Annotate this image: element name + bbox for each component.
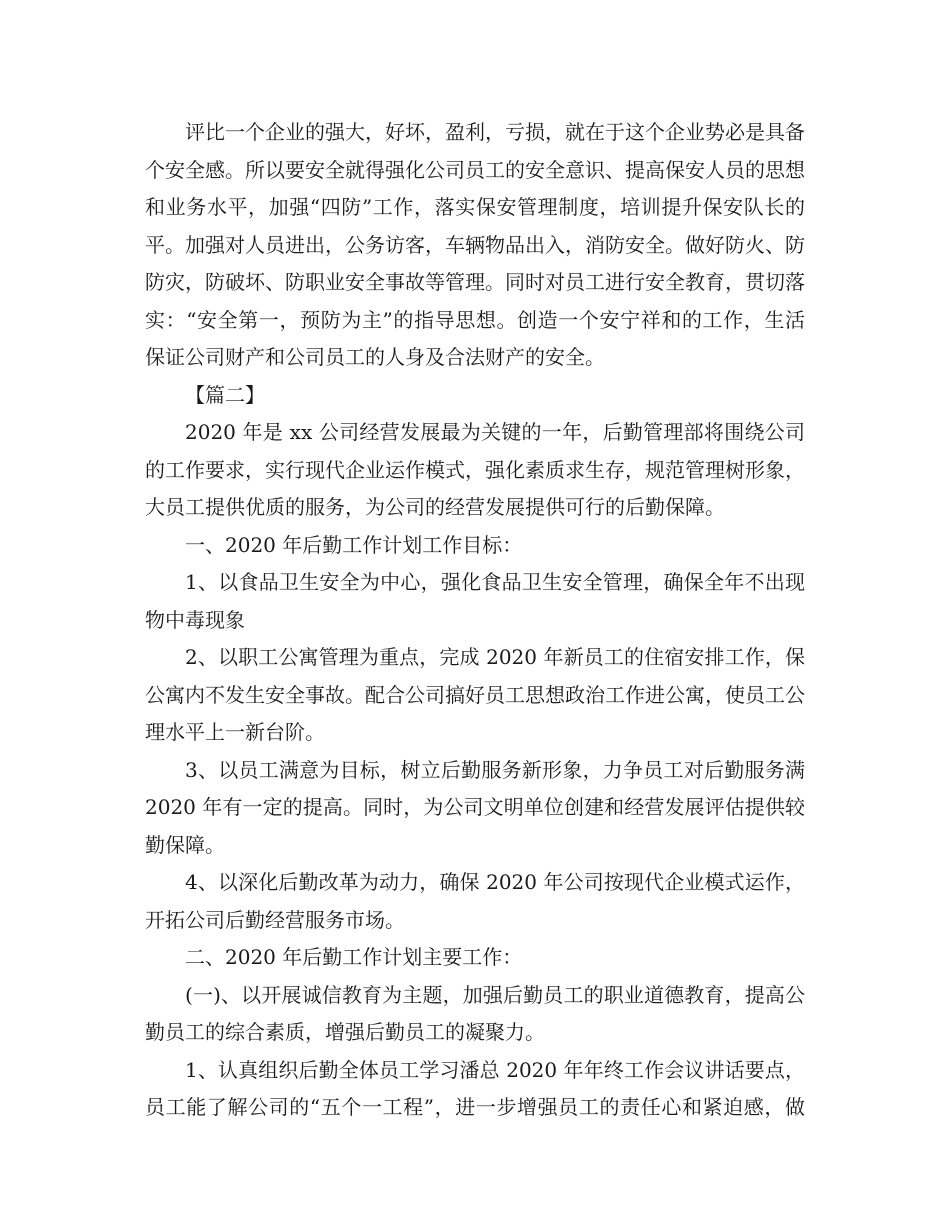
text-line: 2020 年有一定的提高。同时，为公司文明单位创建和经营发展评估提供较 — [145, 795, 805, 819]
text-line: 3、以员工满意为目标，树立后勤服务新形象，力争员工对后勤服务满 — [185, 757, 805, 782]
text-line: 勤员工的综合素质，增强后勤员工的凝聚力。 — [145, 1020, 545, 1044]
text-line: 物中毒现象 — [145, 607, 245, 632]
text-line: 1、以食品卫生安全为中心，强化食品卫生安全管理，确保全年不出现 — [185, 570, 805, 594]
text-line: 公寓内不发生安全事故。配合公司搞好员工思想政治工作进公寓，使员工公 — [145, 682, 805, 707]
text-line: 1、认真组织后勤全体员工学习潘总 2020 年年终工作会议讲话要点， — [185, 1057, 805, 1082]
text-line: 4、以深化后勤改革为动力，确保 2020 年公司按现代企业模式运作， — [185, 870, 805, 894]
text-line: 一、2020 年后勤工作计划工作目标： — [185, 532, 523, 557]
document-body — [145, 114, 805, 1127]
text-line: 平。加强对人员进出，公务访客，车辆物品出入，消防安全。做好防火、防 — [145, 232, 805, 257]
text-line: 【篇二】 — [185, 382, 265, 407]
text-line: 勤保障。 — [145, 832, 225, 857]
text-line: 2020 年是 xx 公司经营发展最为关键的一年，后勤管理部将围绕公司 — [185, 420, 805, 444]
text-line: 大员工提供优质的服务，为公司的经营发展提供可行的后勤保障。 — [145, 495, 725, 519]
text-line: 个安全感。所以要安全就得强化公司员工的安全意识、提高保安人员的思想 — [145, 157, 805, 182]
text-line: 员工能了解公司的“五个一工程”，进一步增强员工的责任心和紧迫感，做 — [145, 1095, 805, 1119]
text-line: 开拓公司后勤经营服务市场。 — [145, 907, 405, 932]
text-line: 保证公司财产和公司员工的人身及合法财产的安全。 — [145, 345, 605, 369]
text-line: 理水平上一新台阶。 — [145, 720, 325, 744]
text-line: 和业务水平，加强“四防”工作，落实保安管理制度，培训提升保安队长的 — [145, 195, 805, 219]
text-line: 2、以职工公寓管理为重点，完成 2020 年新员工的住宿安排工作，保 — [185, 645, 805, 669]
text-line: 防灾，防破坏、防职业安全事故等管理。同时对员工进行安全教育，贯切落 — [145, 270, 805, 294]
text-line: 的工作要求，实行现代企业运作模式，强化素质求生存，规范管理树形象， — [145, 457, 805, 482]
text-line: (一)、以开展诚信教育为主题，加强后勤员工的职业道德教育，提高公 — [185, 982, 805, 1007]
text-line: 评比一个企业的强大，好坏，盈利，亏损，就在于这个企业势必是具备 — [185, 120, 805, 144]
text-line: 实：“安全第一，预防为主”的指导思想。创造一个安宁祥和的工作，生活 — [145, 307, 805, 332]
text-line: 二、2020 年后勤工作计划主要工作： — [185, 945, 523, 969]
